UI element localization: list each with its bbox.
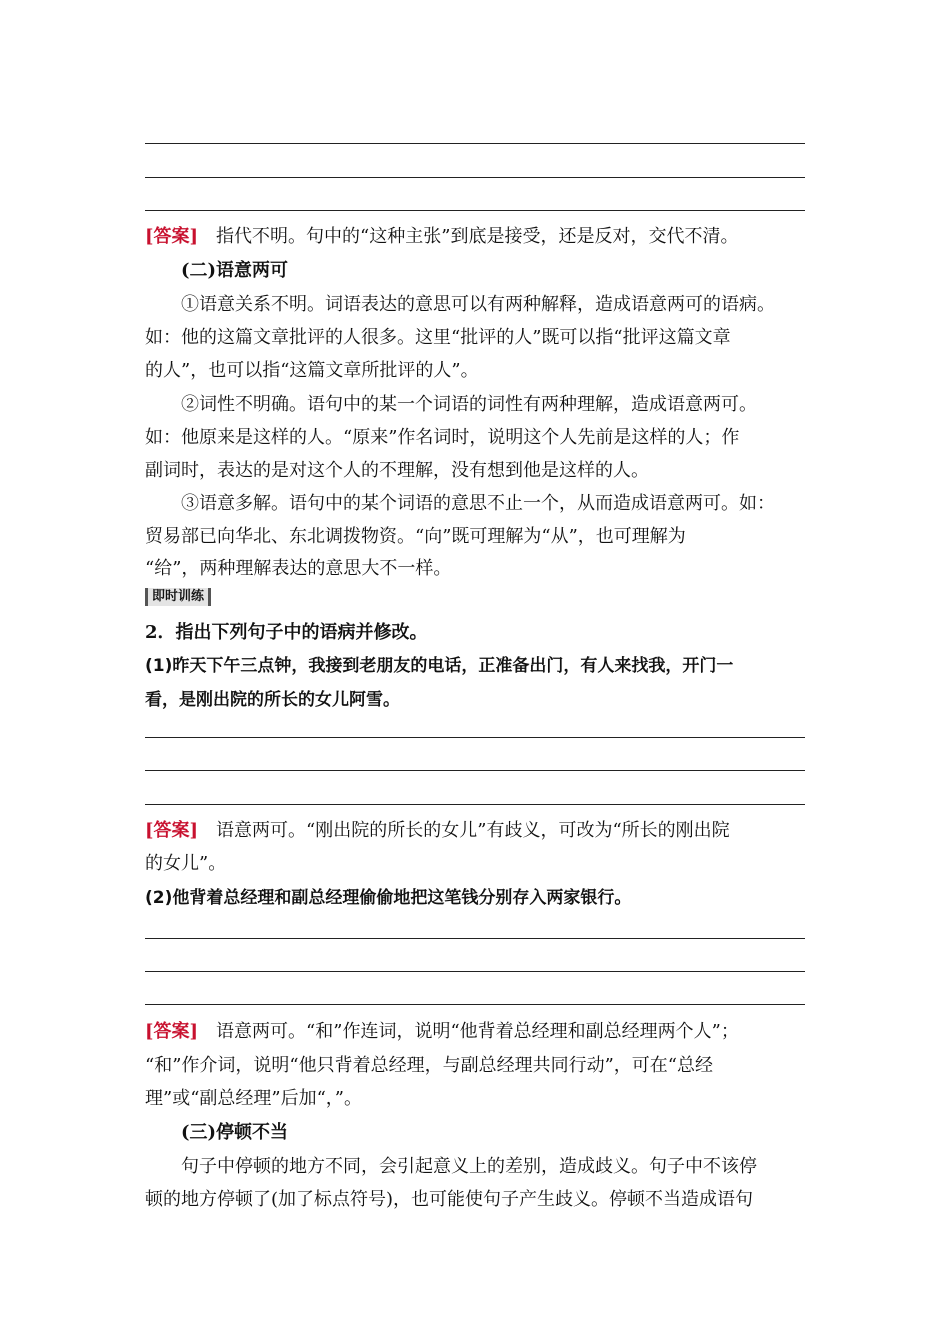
section-heading-3: (三)停顿不当 bbox=[181, 1122, 289, 1143]
answer-line bbox=[145, 770, 805, 771]
answer-2-line-1: [答案] 语意两可。“刚出院的所长的女儿”有歧义，可改为“所长的刚出院 bbox=[145, 820, 730, 841]
practice-badge: 即时训练 bbox=[145, 588, 211, 606]
para-1-line-1: ①语意关系不明。词语表达的意思可以有两种解释，造成语意两可的语病。 bbox=[181, 294, 775, 315]
answer-label: [答案] bbox=[145, 820, 199, 841]
answer-3-line-1: [答案] 语意两可。“和”作连词，说明“他背着总经理和副总经理两个人”； bbox=[145, 1021, 739, 1042]
answer-label: [答案] bbox=[145, 1021, 199, 1042]
answer-1: [答案] 指代不明。句中的“这种主张”到底是接受，还是反对，交代不清。 bbox=[145, 226, 739, 247]
answer-line bbox=[145, 737, 805, 738]
answer-line bbox=[145, 804, 805, 805]
para-1-line-2: 如：他的这篇文章批评的人很多。这里“批评的人”既可以指“批评这篇文章 bbox=[145, 327, 731, 348]
para-1-line-3: 的人”，也可以指“这篇文章所批评的人”。 bbox=[145, 360, 479, 381]
para-4-line-2: 顿的地方停顿了(加了标点符号)，也可能使句子产生歧义。停顿不当造成语句 bbox=[145, 1189, 754, 1210]
para-3-line-2: 贸易部已向华北、东北调拨物资。“向”既可理解为“从”，也可理解为 bbox=[145, 526, 686, 547]
answer-2-line-2: 的女儿”。 bbox=[145, 853, 227, 874]
q2-2: (2)他背着总经理和副总经理偷偷地把这笔钱分别存入两家银行。 bbox=[145, 888, 632, 908]
para-4-line-1: 句子中停顿的地方不同，会引起意义上的差别，造成歧义。句子中不该停 bbox=[181, 1156, 757, 1177]
answer-label: [答案] bbox=[145, 226, 199, 247]
question-2: 2．指出下列句子中的语病并修改。 bbox=[145, 622, 428, 643]
q2-1-line-1: (1)昨天下午三点钟，我接到老朋友的电话，正准备出门，有人来找我，开门一 bbox=[145, 656, 734, 676]
para-2-line-1: ②词性不明确。语句中的某一个词语的词性有两种理解，造成语意两可。 bbox=[181, 394, 757, 415]
answer-line bbox=[145, 1004, 805, 1005]
answer-line bbox=[145, 177, 805, 178]
para-2-line-3: 副词时，表达的是对这个人的不理解，没有想到他是这样的人。 bbox=[145, 460, 649, 481]
q2-1-line-2: 看，是刚出院的所长的女儿阿雪。 bbox=[145, 690, 400, 710]
para-3-line-1: ③语意多解。语句中的某个词语的意思不止一个，从而造成语意两可。如： bbox=[181, 493, 775, 514]
answer-line bbox=[145, 143, 805, 144]
para-2-line-2: 如：他原来是这样的人。“原来”作名词时，说明这个人先前是这样的人；作 bbox=[145, 427, 740, 448]
answer-line bbox=[145, 971, 805, 972]
answer-line bbox=[145, 210, 805, 211]
answer-line bbox=[145, 938, 805, 939]
section-heading-2: (二)语意两可 bbox=[181, 260, 289, 281]
answer-3-line-3: 理”或“副总经理”后加“，”。 bbox=[145, 1088, 363, 1109]
answer-3-line-2: “和”作介词，说明“他只背着总经理，与副总经理共同行动”，可在“总经 bbox=[145, 1055, 714, 1076]
para-3-line-3: “给”，两种理解表达的意思大不一样。 bbox=[145, 558, 452, 579]
